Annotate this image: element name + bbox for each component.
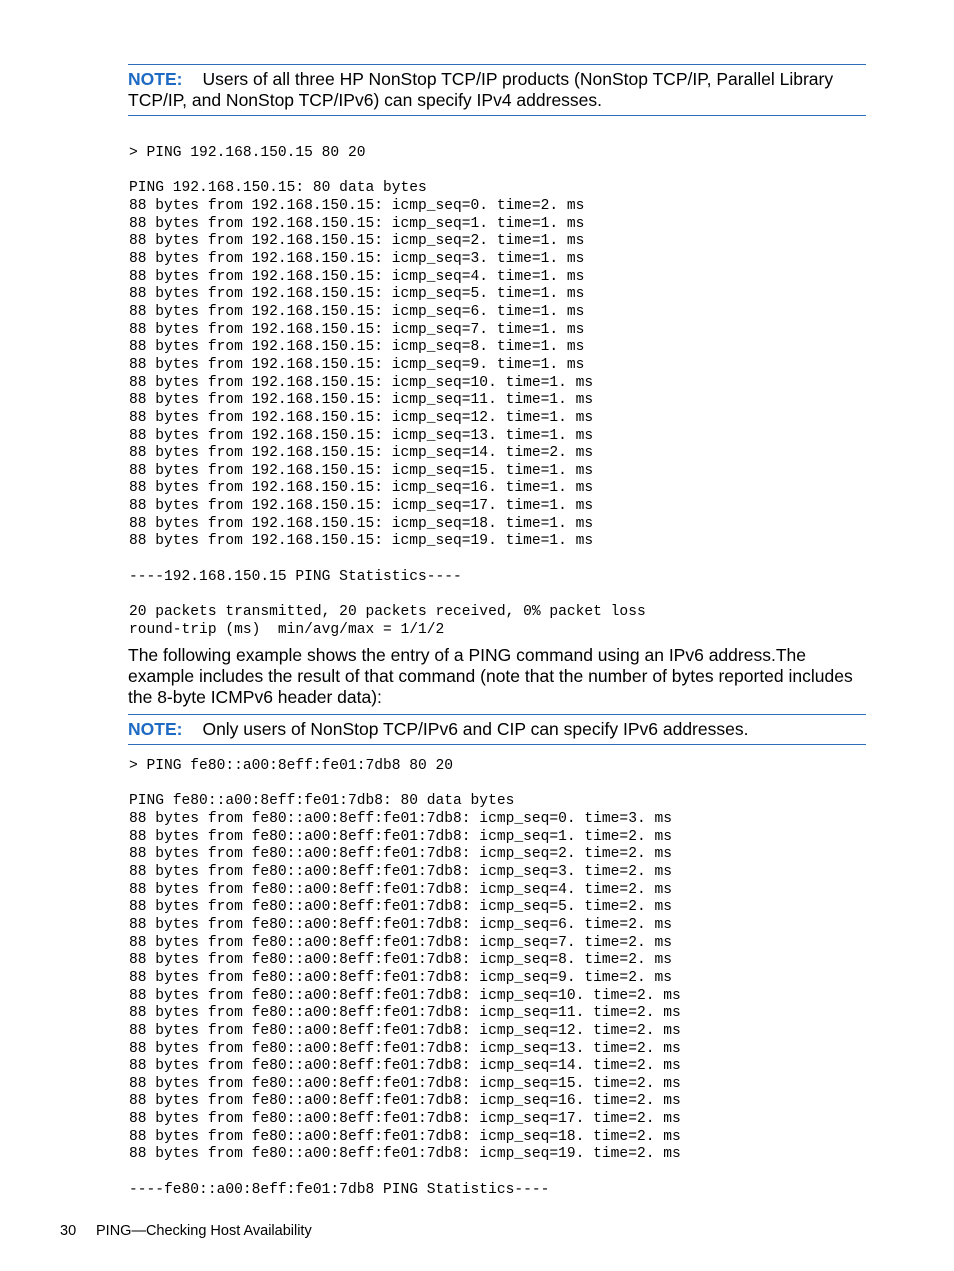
- code-line: 88 bytes from 192.168.150.15: icmp_seq=7. time=1. ms: [129, 321, 585, 338]
- code-line: 20 packets transmitted, 20 packets received, 0% packet loss: [129, 604, 646, 621]
- running-title: PING—Checking Host Availability: [96, 1223, 312, 1239]
- code-line: 88 bytes from fe80::a00:8eff:fe01:7db8: icmp_seq=11. time=2. ms: [129, 1005, 681, 1022]
- note-text: Users of all three HP NonStop TCP/IP products (NonStop TCP/IP, Parallel Library TCP/IP, and NonStop TCP/IPv6) can specify IPv4 addresses.: [128, 69, 834, 110]
- code-line: 88 bytes from 192.168.150.15: icmp_seq=8. time=1. ms: [129, 339, 585, 356]
- code-line: ----192.168.150.15 PING Statistics----: [129, 568, 462, 585]
- code-line: 88 bytes from fe80::a00:8eff:fe01:7db8: icmp_seq=9. time=2. ms: [129, 969, 672, 986]
- code-line: 88 bytes from fe80::a00:8eff:fe01:7db8: icmp_seq=6. time=2. ms: [129, 916, 672, 933]
- code-line: 88 bytes from fe80::a00:8eff:fe01:7db8: icmp_seq=10. time=2. ms: [129, 987, 681, 1004]
- code-line: 88 bytes from 192.168.150.15: icmp_seq=6. time=1. ms: [129, 303, 585, 320]
- code-line: 88 bytes from 192.168.150.15: icmp_seq=14. time=2. ms: [129, 445, 594, 462]
- note-ipv4: [128, 64, 866, 116]
- code-line: 88 bytes from 192.168.150.15: icmp_seq=11. time=1. ms: [129, 392, 594, 409]
- code-line: 88 bytes from 192.168.150.15: icmp_seq=1. time=1. ms: [129, 215, 585, 232]
- code-line: 88 bytes from 192.168.150.15: icmp_seq=2. time=1. ms: [129, 233, 585, 250]
- code-line: 88 bytes from fe80::a00:8eff:fe01:7db8: icmp_seq=8. time=2. ms: [129, 952, 672, 969]
- code-line: 88 bytes from 192.168.150.15: icmp_seq=19. time=1. ms: [129, 533, 594, 550]
- code-line: 88 bytes from fe80::a00:8eff:fe01:7db8: icmp_seq=0. time=3. ms: [129, 810, 672, 827]
- code-line: PING fe80::a00:8eff:fe01:7db8: 80 data bytes: [129, 793, 515, 810]
- code-line: PING 192.168.150.15: 80 data bytes: [129, 180, 427, 197]
- code-line: 88 bytes from fe80::a00:8eff:fe01:7db8: icmp_seq=4. time=2. ms: [129, 881, 672, 898]
- page-footer: [60, 1222, 312, 1240]
- code-line: ----fe80::a00:8eff:fe01:7db8 PING Statistics----: [129, 1181, 550, 1198]
- code-line: > PING 192.168.150.15 80 20: [129, 145, 366, 161]
- code-line: 88 bytes from fe80::a00:8eff:fe01:7db8: icmp_seq=18. time=2. ms: [129, 1128, 681, 1145]
- code-block-ipv4-ping: [129, 145, 646, 639]
- code-line: 88 bytes from 192.168.150.15: icmp_seq=17. time=1. ms: [129, 498, 594, 515]
- code-line: 88 bytes from fe80::a00:8eff:fe01:7db8: icmp_seq=17. time=2. ms: [129, 1111, 681, 1128]
- code-line: 88 bytes from 192.168.150.15: icmp_seq=18. time=1. ms: [129, 515, 594, 532]
- code-line: 88 bytes from 192.168.150.15: icmp_seq=16. time=1. ms: [129, 480, 594, 497]
- code-line: 88 bytes from 192.168.150.15: icmp_seq=5. time=1. ms: [129, 286, 585, 303]
- code-line: 88 bytes from fe80::a00:8eff:fe01:7db8: icmp_seq=12. time=2. ms: [129, 1022, 681, 1039]
- code-line: 88 bytes from fe80::a00:8eff:fe01:7db8: icmp_seq=3. time=2. ms: [129, 863, 672, 880]
- page-number: 30: [60, 1223, 77, 1239]
- note-ipv6: [128, 714, 866, 745]
- code-block-ipv6-ping: [129, 758, 681, 1199]
- code-line: 88 bytes from fe80::a00:8eff:fe01:7db8: icmp_seq=14. time=2. ms: [129, 1058, 681, 1075]
- body-paragraph: The following example shows the entry of a PING command using an IPv6 address.The example includes the result of that command (note that the number of bytes reported includes the 8-byte ICMPv6 header data):: [128, 645, 853, 707]
- code-line: 88 bytes from 192.168.150.15: icmp_seq=10. time=1. ms: [129, 374, 594, 391]
- code-line: 88 bytes from 192.168.150.15: icmp_seq=13. time=1. ms: [129, 427, 594, 444]
- code-line: round-trip (ms) min/avg/max = 1/1/2: [129, 621, 445, 638]
- code-line: > PING fe80::a00:8eff:fe01:7db8 80 20: [129, 758, 454, 774]
- code-line: 88 bytes from 192.168.150.15: icmp_seq=3. time=1. ms: [129, 250, 585, 267]
- code-line: 88 bytes from 192.168.150.15: icmp_seq=4. time=1. ms: [129, 268, 585, 285]
- code-line: 88 bytes from fe80::a00:8eff:fe01:7db8: icmp_seq=16. time=2. ms: [129, 1093, 681, 1110]
- code-line: 88 bytes from fe80::a00:8eff:fe01:7db8: icmp_seq=15. time=2. ms: [129, 1075, 681, 1092]
- code-line: 88 bytes from fe80::a00:8eff:fe01:7db8: icmp_seq=13. time=2. ms: [129, 1040, 681, 1057]
- code-line: 88 bytes from fe80::a00:8eff:fe01:7db8: icmp_seq=2. time=2. ms: [129, 846, 672, 863]
- code-line: 88 bytes from fe80::a00:8eff:fe01:7db8: icmp_seq=7. time=2. ms: [129, 934, 672, 951]
- code-line: 88 bytes from 192.168.150.15: icmp_seq=9. time=1. ms: [129, 356, 585, 373]
- code-line: 88 bytes from 192.168.150.15: icmp_seq=15. time=1. ms: [129, 462, 594, 479]
- code-line: 88 bytes from fe80::a00:8eff:fe01:7db8: icmp_seq=1. time=2. ms: [129, 828, 672, 845]
- code-line: 88 bytes from fe80::a00:8eff:fe01:7db8: icmp_seq=19. time=2. ms: [129, 1146, 681, 1163]
- note-label: NOTE:: [128, 719, 183, 739]
- code-line: 88 bytes from 192.168.150.15: icmp_seq=12. time=1. ms: [129, 409, 594, 426]
- note-label: NOTE:: [128, 69, 183, 89]
- code-line: 88 bytes from fe80::a00:8eff:fe01:7db8: icmp_seq=5. time=2. ms: [129, 899, 672, 916]
- note-text: Only users of NonStop TCP/IPv6 and CIP can specify IPv6 addresses.: [202, 719, 749, 739]
- code-line: 88 bytes from 192.168.150.15: icmp_seq=0. time=2. ms: [129, 197, 585, 214]
